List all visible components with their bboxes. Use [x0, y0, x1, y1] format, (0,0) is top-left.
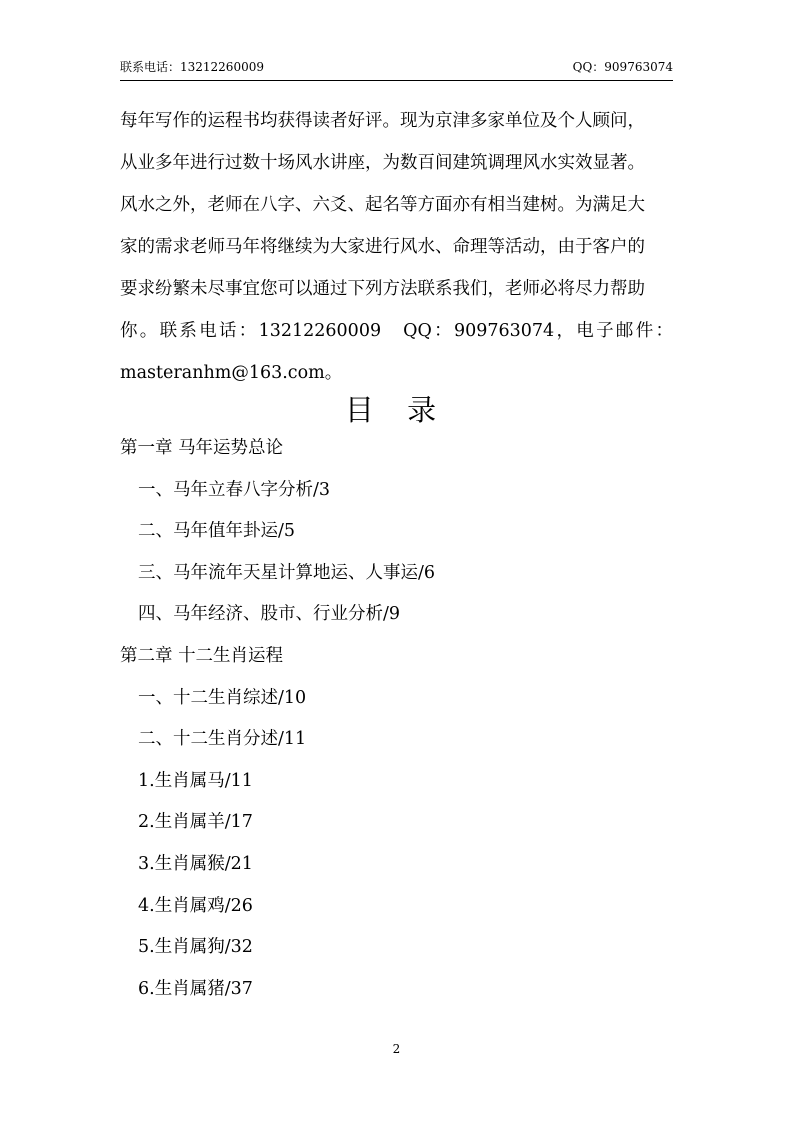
header-divider [120, 80, 673, 81]
intro-line: 你。联系电话：13212260009 QQ：909763074，电子邮件： [120, 321, 673, 341]
intro-line: 风水之外，老师在八字、六爻、起名等方面亦有相当建树。为满足大 [120, 195, 645, 215]
toc-entry: 6.生肖属猪/37 [138, 978, 253, 999]
toc-entry: 1.生肖属马/11 [138, 770, 253, 791]
page-number: 2 [392, 1042, 401, 1056]
intro-line: 要求纷繁未尽事宜您可以通过下列方法联系我们，老师必将尽力帮助 [120, 279, 645, 299]
toc-entry: 一、马年立春八字分析/3 [138, 479, 331, 500]
toc-entry: 3.生肖属猴/21 [138, 853, 253, 874]
toc-entry: 四、马年经济、股市、行业分析/9 [138, 604, 401, 625]
intro-line: 从业多年进行过数十场风水讲座，为数百间建筑调理风水实效显著。 [120, 153, 645, 173]
intro-line: 家的需求老师马年将继续为大家进行风水、命理等活动，由于客户的 [120, 237, 645, 257]
toc-entry: 三、马年流年天星计算地运、人事运/6 [138, 562, 436, 583]
intro-line-email: masteranhm@163.com。 [120, 363, 343, 383]
intro-line: 每年写作的运程书均获得读者好评。现为京津多家单位及个人顾问， [120, 111, 645, 131]
toc-entry: 5.生肖属狗/32 [138, 937, 253, 958]
intro-paragraph [120, 100, 673, 394]
toc-entry: 2.生肖属羊/17 [138, 812, 253, 833]
toc-chapter: 第一章 马年运势总论 [120, 438, 284, 458]
toc-entry: 二、十二生肖分述/11 [138, 729, 307, 750]
page-header [120, 58, 673, 78]
header-contact-phone: 联系电话：13212260009 [120, 60, 264, 74]
table-of-contents [120, 432, 673, 1014]
toc-title: 目 录 [344, 393, 449, 427]
header-qq: QQ：909763074 [572, 60, 673, 74]
toc-entry: 一、十二生肖综述/10 [138, 687, 307, 708]
toc-entry: 4.生肖属鸡/26 [138, 895, 253, 916]
toc-chapter: 第二章 十二生肖运程 [120, 645, 284, 666]
toc-entry: 二、马年值年卦运/5 [138, 521, 296, 542]
